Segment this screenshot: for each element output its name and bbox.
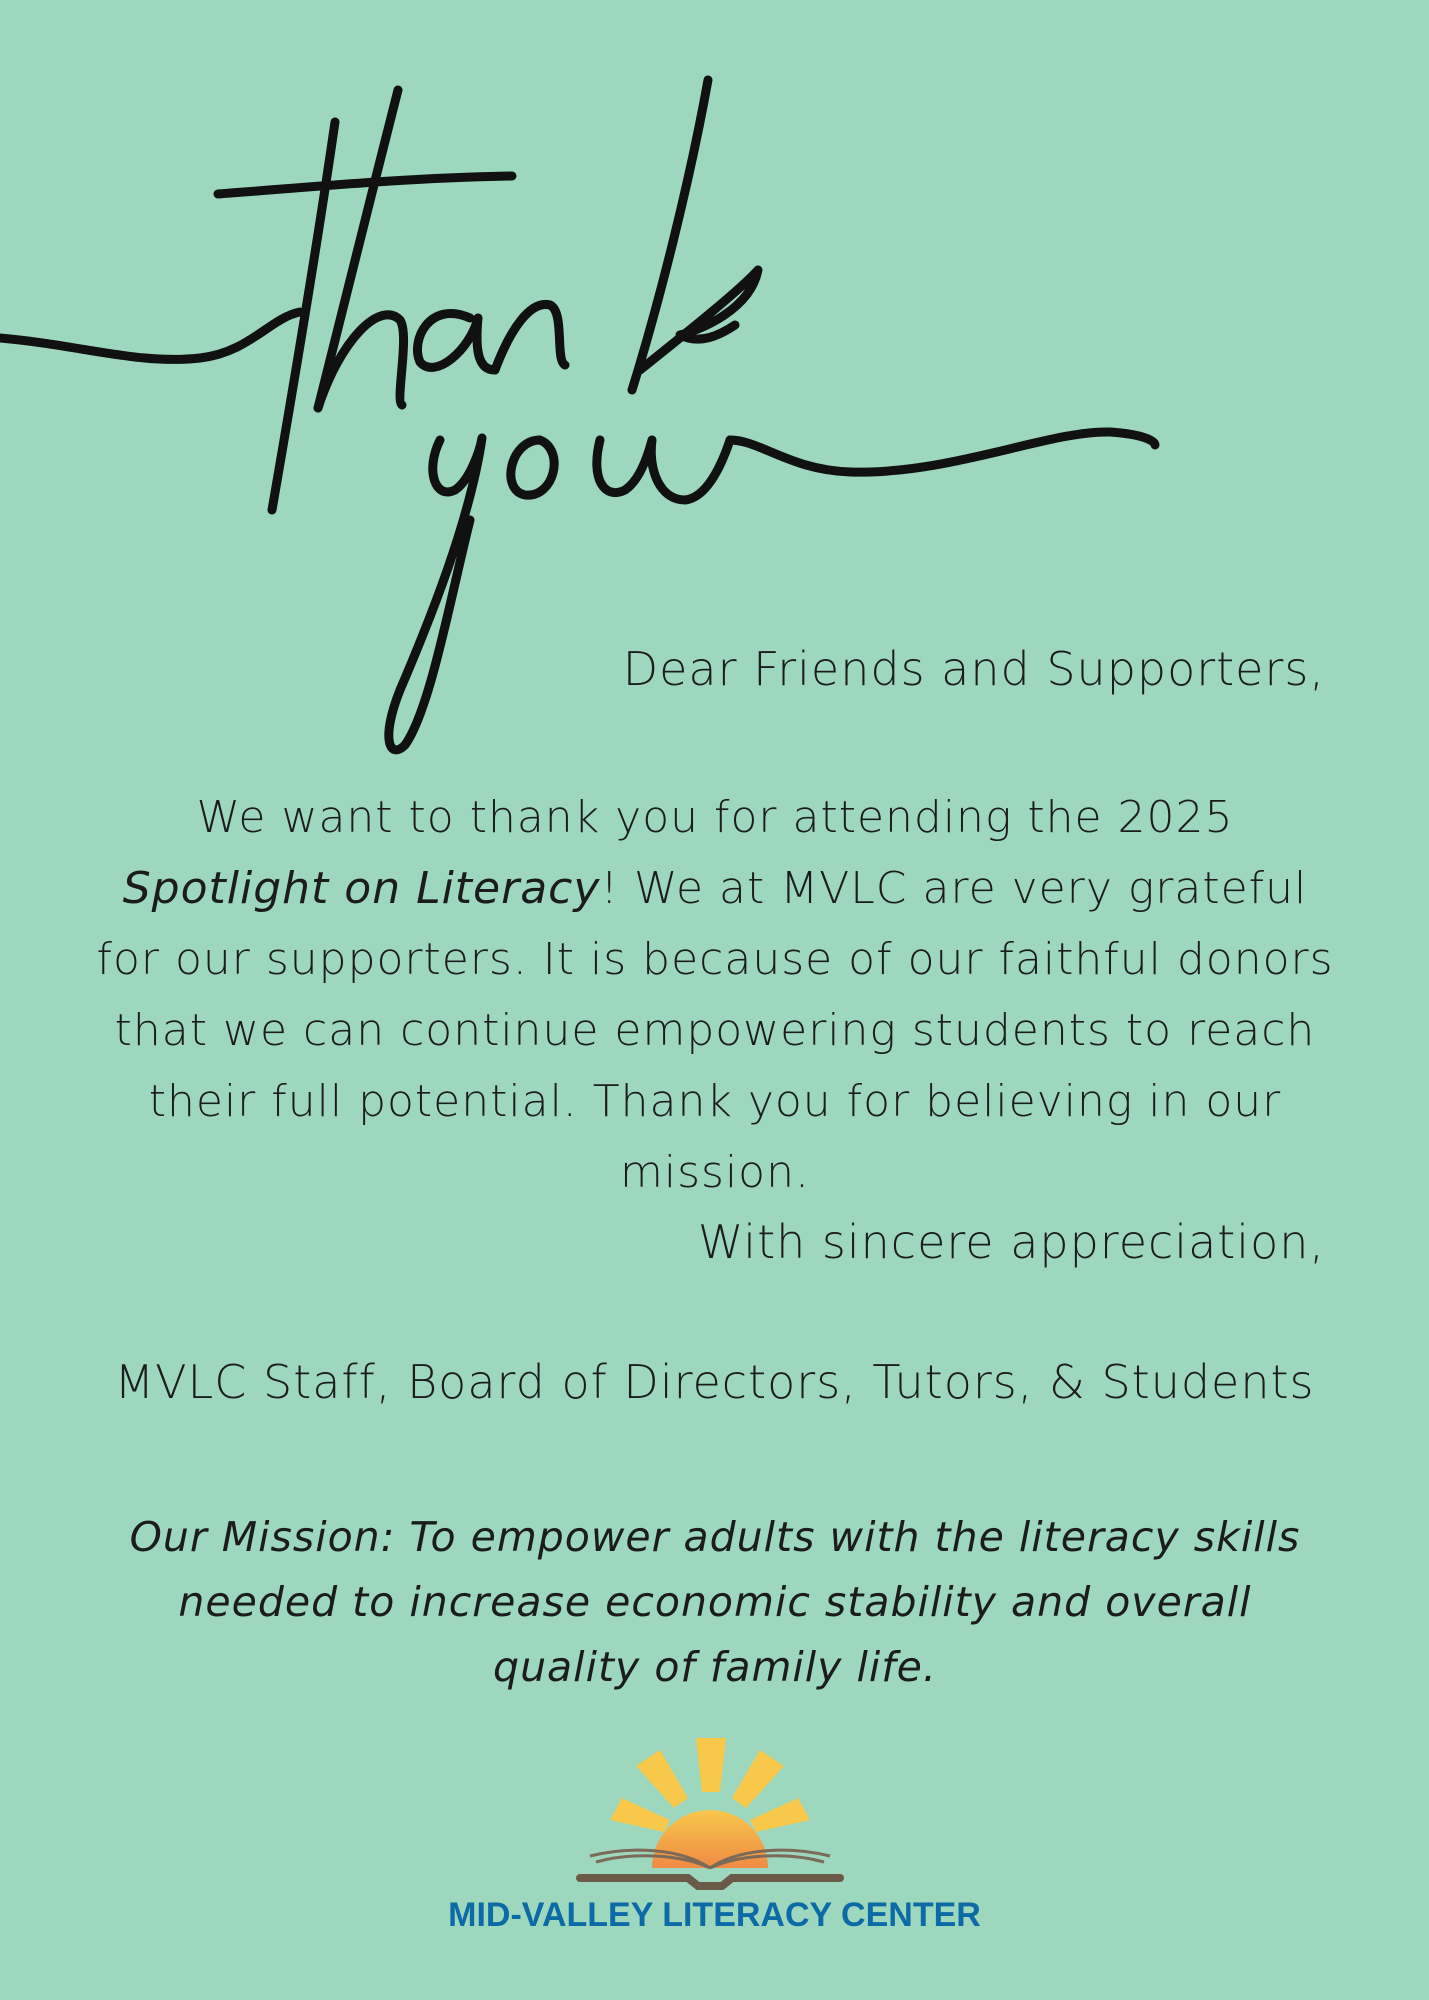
closing: With sincere appreciation, [697,1215,1325,1269]
letter-body [90,782,1340,1208]
body-part-2: ! We at MVLC are very grateful for our supporters. It is because of our faithful donors that we can continue empowering students to reach their full potential. Thank you for believing in our mission. [96,863,1334,1198]
event-name: Spotlight on Literacy [122,863,601,914]
mission-statement: Our Mission: To empower adults with the literacy skills needed to increase economic stability and overall quality of family life. [129,1513,1301,1691]
signature: MVLC Staff, Board of Directors, Tutors, & Students [114,1355,1315,1409]
org-name: MID-VALLEY LITERACY CENTER [448,1896,981,1934]
sun-over-open-book-icon [560,1728,860,1893]
salutation: Dear Friends and Supporters, [622,642,1325,696]
body-part-1: We want to thank you for attending the 2025 [196,792,1234,843]
